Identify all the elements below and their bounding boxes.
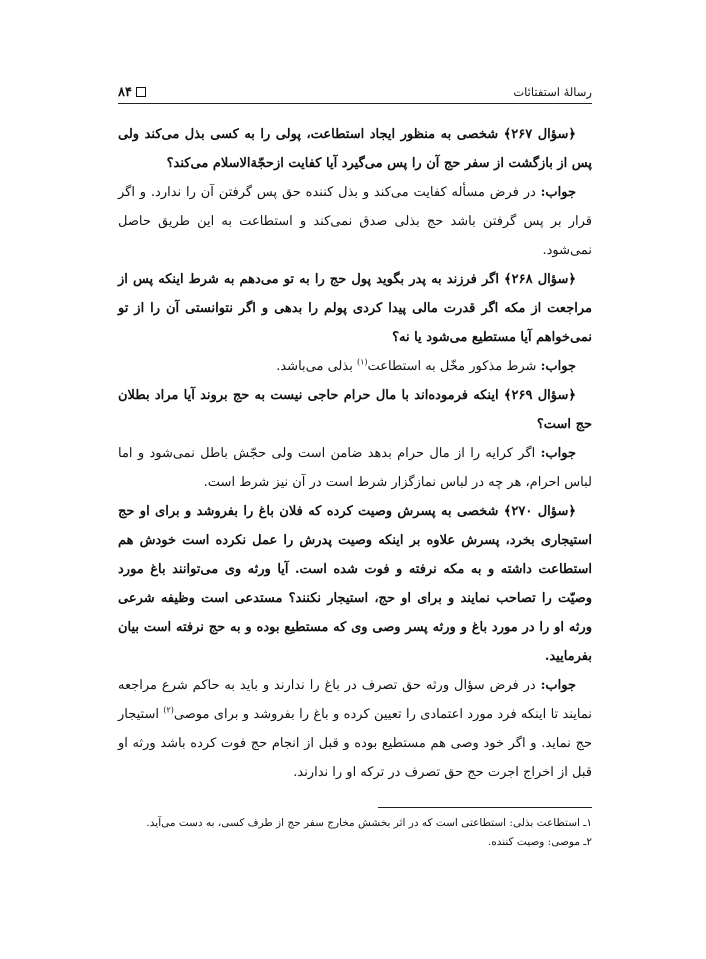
footnote-ref: (۱) — [356, 357, 368, 367]
page-number: ۸۴ — [118, 84, 132, 100]
question-text: اینکه فرموده‌اند با مال حرام حاجی نیست به حج بروند آیا مراد بطلان حج است؟ — [118, 388, 592, 432]
question-number: سؤال ۲۷۰ — [511, 504, 569, 519]
answer-268 — [118, 352, 592, 381]
header-rule — [118, 103, 592, 104]
question-text: اگر فرزند به پدر بگوید پول حج را به تو می‌دهم به شرط اینکه پس از مراجعت از مکه اگر قدرت مالی پیدا کردی پولم را بدهی و اگر نتوانستی آن را از تو نمی‌خواهم آیا مستطیع می‌شود یا نه؟ — [118, 272, 592, 345]
question-open-bracket: ﴿ — [568, 272, 576, 287]
answer-label: جواب: — [540, 446, 576, 461]
answer-270 — [118, 671, 592, 787]
footnote-ref: (۲) — [163, 705, 174, 715]
square-bullet-icon — [136, 87, 146, 97]
answer-text-continued: بذلی می‌باشد. — [276, 359, 357, 374]
question-number: سؤال ۲۶۹ — [511, 388, 569, 403]
footnotes — [118, 814, 592, 851]
question-268 — [118, 265, 592, 352]
question-number: سؤال ۲۶۷ — [511, 127, 569, 142]
answer-text: شرط مذکور مخّل به استطاعت — [367, 359, 541, 374]
question-270 — [118, 497, 592, 671]
question-close-bracket: ﴾ — [503, 504, 512, 519]
question-close-bracket: ﴾ — [504, 272, 512, 287]
question-open-bracket: ﴿ — [568, 388, 576, 403]
question-267 — [118, 120, 592, 178]
question-text: شخصی به پسرش وصیت کرده که فلان باغ را بفروشد و برای او حج استیجاری بخرد، پسرش علاوه بر اینکه وصیت پدرش را عمل نکرده است خودش هم استطاعت داشته و به مکه نرفته و فوت شده است. آیا ورثه وی می‌توانند باغ مورد وصیّت را تصاحب نمایند و برای او حج، استیجار نکنند؟ مستدعی است وظیفه شرعی ورثه او را در مورد باغ و ورثه پسر وصی وی که مستطیع بوده و به حج نرفته است بیان بفرمایید. — [118, 504, 592, 664]
question-text: شخصی به منظور ایجاد استطاعت، پولی را به کسی بذل می‌کند ولی پس از بازگشت از سفر حج آن را پس می‌گیرد آیا کفایت ازحجّةالاسلام می‌کند؟ — [118, 127, 592, 171]
answer-label: جواب: — [540, 359, 576, 374]
answer-269 — [118, 439, 592, 497]
answer-text: اگر کرایه را از مال حرام بدهد ضامن است ولی حجّش باطل نمی‌شود و اما لباس احرام، هر چه در لباس نمازگزار شرط است در آن نیز شرط است. — [118, 446, 592, 490]
question-number: سؤال ۲۶۸ — [511, 272, 569, 287]
answer-label: جواب: — [540, 185, 576, 200]
footnote-1: ۱ـ استطاعت بذلی: استطاعتی است که در اثر بخشش مخارج سفر حج از طرف کسی، به دست می‌آید. — [146, 817, 592, 829]
question-close-bracket: ﴾ — [503, 388, 512, 403]
answer-label: جواب: — [540, 678, 576, 693]
answer-text: در فرض سؤال ورثه حق تصرف در باغ را ندارند و باید به حاکم شرع مراجعه نمایند تا اینکه فرد مورد اعتمادی را تعیین کرده و باغ را بفروشد و برای موصی — [118, 678, 592, 722]
question-open-bracket: ﴿ — [568, 504, 576, 519]
question-open-bracket: ﴿ — [568, 127, 576, 142]
answer-text-continued: استیجار حج نماید. و اگر خود وصی هم مستطیع بوده و قبل از انجام حج فوت کرده باشد ورثه او قبل از اخراج اجرت حج حق تصرف در ترکه او را ندارند. — [118, 707, 592, 780]
main-text — [118, 120, 592, 787]
footnote-rule — [378, 807, 592, 808]
running-header — [118, 82, 592, 102]
question-269 — [118, 381, 592, 439]
page-number-group — [118, 85, 146, 100]
answer-267 — [118, 178, 592, 265]
footnote-2: ۲ـ موصی: وصیت کننده. — [487, 835, 592, 848]
answer-text: در فرض مسأله کفایت می‌کند و بذل کننده حق پس گرفتن آن را ندارد. و اگر قرار بر پس گرفتن باشد حج بذلی صدق نمی‌کند و استطاعت به این طریق حاصل نمی‌شود. — [118, 185, 592, 258]
question-close-bracket: ﴾ — [503, 127, 512, 142]
book-title: رسالهٔ استفتائات — [513, 85, 592, 99]
